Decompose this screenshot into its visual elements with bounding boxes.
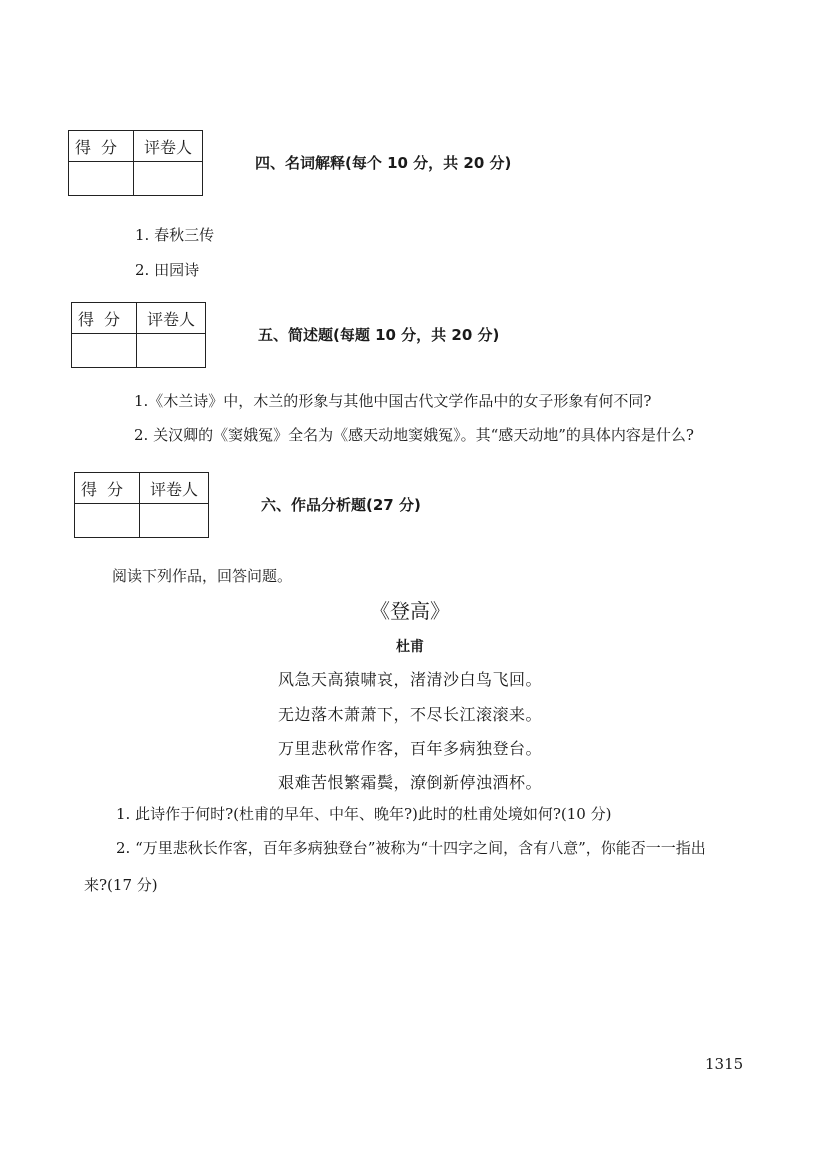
section-6-heading: 六、作品分析题(27 分) [261,496,421,514]
poem-line-2: 无边落木萧萧下，不尽长江滚滚来。 [277,705,542,724]
poem-line-4: 艰难苦恨繁霜鬓，潦倒新停浊酒杯。 [277,773,542,792]
section-5-item-2: 2. 关汉卿的《窦娥冤》全名为《感天动地窦娥冤》。其“感天动地”的具体内容是什么? [134,426,694,444]
poem-line-1: 风急天高猿啸哀，渚清沙白鸟飞回。 [277,670,542,689]
score-label: 得分 [72,303,137,334]
grader-cell[interactable] [137,334,206,368]
score-label: 得分 [69,131,134,162]
question-2-continuation: 来?(17 分) [84,876,158,894]
score-cell[interactable] [69,162,134,196]
section-4-item-1: 1. 春秋三传 [135,226,215,244]
score-box-section-4 [68,130,203,196]
grader-cell[interactable] [134,162,203,196]
section-4-heading: 四、名词解释(每个 10 分，共 20 分) [255,154,512,172]
section-5-heading: 五、简述题(每题 10 分，共 20 分) [258,326,500,344]
poem-title: 《登高》 [370,599,450,623]
reading-instruction: 阅读下列作品，回答问题。 [112,567,293,585]
score-label: 得分 [75,473,140,504]
section-5-item-1: 1.《木兰诗》中，木兰的形象与其他中国古代文学作品中的女子形象有何不同? [134,392,652,410]
grader-label: 评卷人 [140,473,209,504]
poem-line-3: 万里悲秋常作客，百年多病独登台。 [277,739,542,758]
score-cell[interactable] [75,504,140,538]
page-number: 1315 [705,1055,744,1073]
score-box-section-5 [71,302,206,368]
question-1: 1. 此诗作于何时?(杜甫的早年、中年、晚年?)此时的杜甫处境如何?(10 分) [116,805,612,823]
grader-label: 评卷人 [137,303,206,334]
grader-cell[interactable] [140,504,209,538]
score-cell[interactable] [72,334,137,368]
score-box-section-6 [74,472,209,538]
poem-author: 杜甫 [396,639,424,655]
section-4-item-2: 2. 田园诗 [135,261,200,279]
question-2: 2. “万里悲秋长作客，百年多病独登台”被称为“十四字之间，含有八意”，你能否一一指出 [116,839,706,857]
grader-label: 评卷人 [134,131,203,162]
